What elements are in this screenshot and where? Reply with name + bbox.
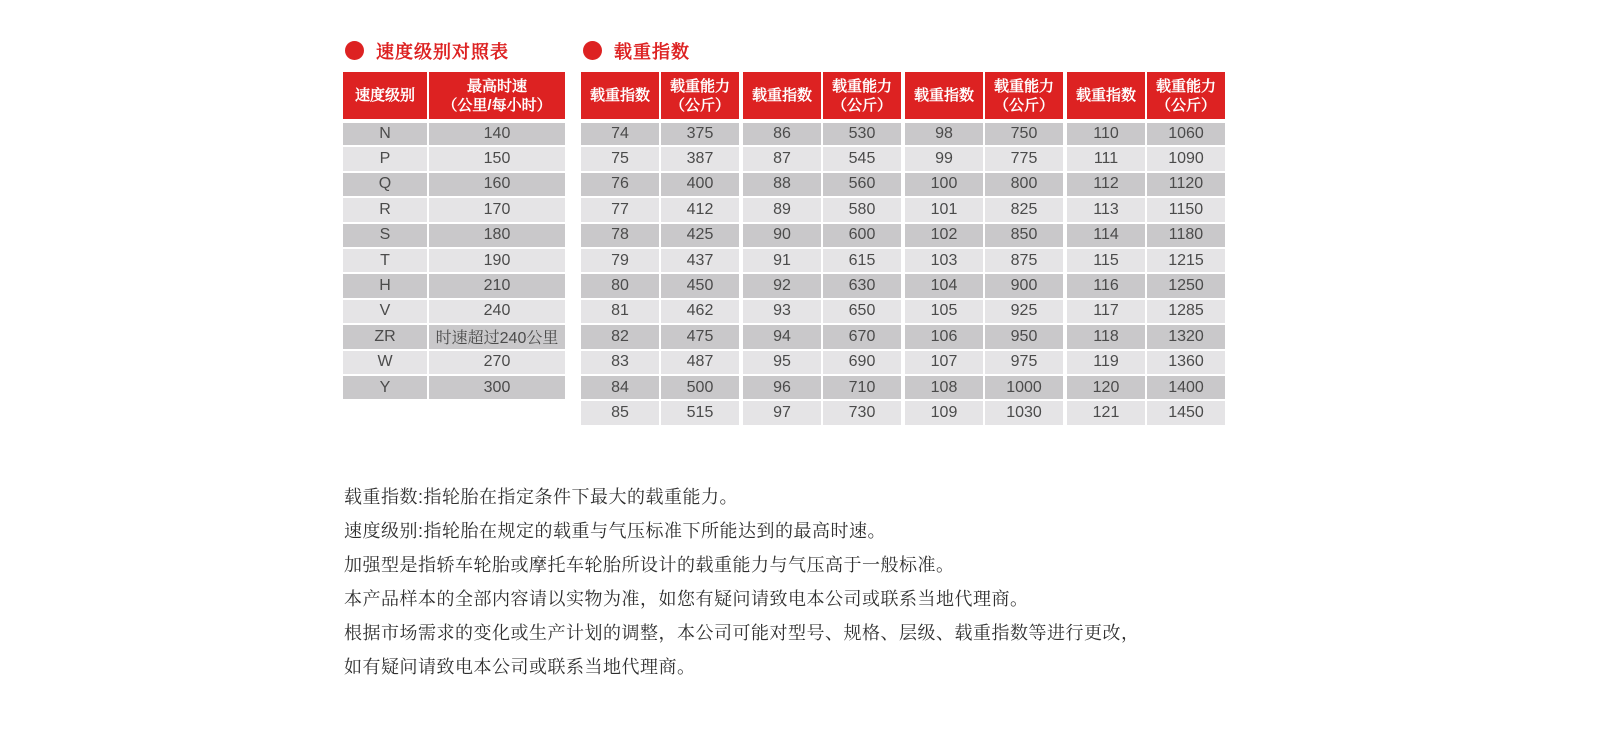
load-capacity-cell: 530 — [822, 121, 901, 146]
load-capacity-cell: 500 — [660, 375, 739, 400]
load-capacity-cell: 1000 — [984, 375, 1063, 400]
load-index-table — [905, 72, 1063, 427]
max-speed-cell: 150 — [428, 146, 565, 171]
load-index-cell: 95 — [743, 350, 822, 375]
load-capacity-cell: 412 — [660, 197, 739, 222]
load-index-cell: 89 — [743, 197, 822, 222]
speed-rating-cell: P — [343, 146, 428, 171]
load-table-header-row — [905, 72, 1063, 121]
load-capacity-cell: 1400 — [1146, 375, 1225, 400]
load-table-row — [905, 197, 1063, 222]
load-table-section — [581, 40, 1225, 427]
load-table-row — [743, 400, 901, 425]
load-index-cell: 80 — [581, 273, 660, 298]
load-capacity-cell: 375 — [660, 121, 739, 146]
speed-rating-cell: ZR — [343, 324, 428, 349]
load-capacity-header-line1: 载重能力 — [1155, 77, 1216, 95]
speed-table-row — [343, 248, 565, 273]
load-table-header-row — [743, 72, 901, 121]
speed-table-row — [343, 172, 565, 197]
load-capacity-cell: 1320 — [1146, 324, 1225, 349]
load-capacity-cell: 615 — [822, 248, 901, 273]
note-line: 加强型是指轿车轮胎或摩托车轮胎所设计的载重能力与气压高于一般标准。 — [344, 555, 955, 575]
load-table-row — [1067, 248, 1225, 273]
load-capacity-cell: 400 — [660, 172, 739, 197]
load-table-row — [1067, 375, 1225, 400]
load-table-row — [581, 273, 739, 298]
load-capacity-cell: 1250 — [1146, 273, 1225, 298]
load-index-cell: 76 — [581, 172, 660, 197]
load-capacity-cell: 1030 — [984, 400, 1063, 425]
load-capacity-cell: 925 — [984, 299, 1063, 324]
load-index-cell: 100 — [905, 172, 984, 197]
load-capacity-cell: 1450 — [1146, 400, 1225, 425]
load-index-cell: 112 — [1067, 172, 1146, 197]
load-index-cell: 91 — [743, 248, 822, 273]
load-index-cell: 120 — [1067, 375, 1146, 400]
load-table-header-row — [1067, 72, 1225, 121]
load-index-column-header: 载重指数 — [581, 72, 660, 121]
load-capacity-cell: 1150 — [1146, 197, 1225, 222]
load-capacity-header-line1: 载重能力 — [669, 77, 730, 95]
speed-rating-cell: Q — [343, 172, 428, 197]
load-index-table — [1067, 72, 1225, 427]
load-capacity-header-line2: （公斤） — [669, 96, 730, 114]
load-table-row — [905, 299, 1063, 324]
load-index-cell: 82 — [581, 324, 660, 349]
speed-table-row — [343, 121, 565, 146]
speed-rating-cell: H — [343, 273, 428, 298]
load-capacity-cell: 690 — [822, 350, 901, 375]
load-capacity-column-header — [1146, 72, 1225, 121]
max-speed-cell: 240 — [428, 299, 565, 324]
load-table-row — [581, 350, 739, 375]
load-table-row — [743, 197, 901, 222]
load-capacity-cell: 1215 — [1146, 248, 1225, 273]
load-table-row — [581, 400, 739, 425]
load-capacity-cell: 1090 — [1146, 146, 1225, 171]
load-capacity-cell: 950 — [984, 324, 1063, 349]
load-capacity-header-line2: （公斤） — [831, 96, 892, 114]
note-line: 载重指数:指轮胎在指定条件下最大的载重能力。 — [344, 487, 738, 507]
load-capacity-column-header — [984, 72, 1063, 121]
bullet-dot-icon — [583, 41, 602, 60]
speed-rating-cell: V — [343, 299, 428, 324]
load-table-row — [905, 375, 1063, 400]
load-index-cell: 96 — [743, 375, 822, 400]
load-index-cell: 98 — [905, 121, 984, 146]
load-table-row — [743, 350, 901, 375]
load-table-body — [905, 121, 1063, 426]
load-capacity-cell: 1180 — [1146, 223, 1225, 248]
load-table-row — [581, 121, 739, 146]
speed-table-heading — [345, 40, 565, 61]
load-table-row — [581, 197, 739, 222]
load-index-cell: 107 — [905, 350, 984, 375]
load-capacity-header-line2: （公斤） — [993, 96, 1054, 114]
speed-table-row — [343, 324, 565, 349]
load-capacity-cell: 1285 — [1146, 299, 1225, 324]
load-index-cell: 99 — [905, 146, 984, 171]
max-speed-cell: 180 — [428, 223, 565, 248]
load-index-cell: 119 — [1067, 350, 1146, 375]
speed-rating-cell: W — [343, 350, 428, 375]
load-capacity-cell: 560 — [822, 172, 901, 197]
tables-row — [343, 40, 1225, 427]
note-line: 速度级别:指轮胎在规定的载重与气压标准下所能达到的最高时速。 — [344, 521, 886, 541]
load-table-row — [581, 248, 739, 273]
load-index-cell: 81 — [581, 299, 660, 324]
speed-rating-cell: R — [343, 197, 428, 222]
load-table-row — [1067, 197, 1225, 222]
load-capacity-cell: 650 — [822, 299, 901, 324]
load-capacity-cell: 875 — [984, 248, 1063, 273]
load-capacity-cell: 425 — [660, 223, 739, 248]
load-table-row — [743, 121, 901, 146]
load-table-row — [905, 146, 1063, 171]
load-table-row — [581, 324, 739, 349]
note-line: 根据市场需求的变化或生产计划的调整，本公司可能对型号、规格、层级、载重指数等进行更改， — [344, 623, 1140, 643]
note-line: 本产品样本的全部内容请以实物为准，如您有疑问请致电本公司或联系当地代理商。 — [344, 589, 1029, 609]
speed-table-section — [343, 40, 565, 401]
load-index-cell: 105 — [905, 299, 984, 324]
speed-table-row — [343, 223, 565, 248]
load-table-row — [743, 172, 901, 197]
load-table-row — [905, 273, 1063, 298]
load-table-row — [581, 223, 739, 248]
load-capacity-cell: 825 — [984, 197, 1063, 222]
load-capacity-header-line1: 载重能力 — [993, 77, 1054, 95]
load-index-cell: 84 — [581, 375, 660, 400]
load-capacity-cell: 462 — [660, 299, 739, 324]
load-table-header-row — [581, 72, 739, 121]
load-capacity-cell: 580 — [822, 197, 901, 222]
load-table-heading — [583, 40, 1225, 61]
load-table-row — [1067, 324, 1225, 349]
load-table-header — [581, 72, 739, 121]
speed-rating-cell: Y — [343, 375, 428, 400]
max-speed-cell: 170 — [428, 197, 565, 222]
load-table-row — [1067, 146, 1225, 171]
speed-table-row — [343, 299, 565, 324]
load-index-cell: 106 — [905, 324, 984, 349]
load-index-cell: 108 — [905, 375, 984, 400]
load-capacity-cell: 1360 — [1146, 350, 1225, 375]
load-index-cell: 78 — [581, 223, 660, 248]
speed-table-body — [343, 121, 565, 400]
load-table-row — [905, 248, 1063, 273]
load-table-header — [1067, 72, 1225, 121]
load-index-table — [581, 72, 739, 427]
load-capacity-header-line1: 载重能力 — [831, 77, 892, 95]
load-capacity-cell: 545 — [822, 146, 901, 171]
load-table-row — [743, 324, 901, 349]
speed-table-row — [343, 350, 565, 375]
load-index-cell: 111 — [1067, 146, 1146, 171]
load-table-row — [1067, 400, 1225, 425]
load-index-cell: 83 — [581, 350, 660, 375]
note-line: 如有疑问请致电本公司或联系当地代理商。 — [344, 657, 696, 677]
bullet-dot-icon — [345, 41, 364, 60]
speed-table-row — [343, 273, 565, 298]
load-index-groups — [581, 72, 1225, 427]
load-index-cell: 77 — [581, 197, 660, 222]
load-index-cell: 116 — [1067, 273, 1146, 298]
speed-table-header — [343, 72, 565, 121]
load-index-cell: 97 — [743, 400, 822, 425]
load-table-body — [581, 121, 739, 426]
load-capacity-cell: 800 — [984, 172, 1063, 197]
load-index-cell: 115 — [1067, 248, 1146, 273]
max-speed-cell: 160 — [428, 172, 565, 197]
max-speed-column-header — [428, 72, 565, 121]
load-capacity-column-header — [822, 72, 901, 121]
load-table-row — [905, 223, 1063, 248]
load-table-row — [1067, 350, 1225, 375]
load-capacity-cell: 750 — [984, 121, 1063, 146]
load-index-column-header: 载重指数 — [743, 72, 822, 121]
load-capacity-cell: 730 — [822, 400, 901, 425]
load-index-cell: 79 — [581, 248, 660, 273]
load-capacity-cell: 900 — [984, 273, 1063, 298]
load-index-cell: 101 — [905, 197, 984, 222]
load-table-row — [1067, 273, 1225, 298]
load-table-header — [905, 72, 1063, 121]
load-capacity-cell: 387 — [660, 146, 739, 171]
load-capacity-cell: 710 — [822, 375, 901, 400]
load-index-cell: 87 — [743, 146, 822, 171]
load-index-cell: 117 — [1067, 299, 1146, 324]
load-index-cell: 86 — [743, 121, 822, 146]
load-table-body — [1067, 121, 1225, 426]
load-table-title: 载重指数 — [614, 41, 690, 62]
speed-table — [343, 72, 565, 401]
speed-table-row — [343, 197, 565, 222]
load-index-cell: 114 — [1067, 223, 1146, 248]
load-index-cell: 94 — [743, 324, 822, 349]
load-capacity-cell: 437 — [660, 248, 739, 273]
load-index-cell: 93 — [743, 299, 822, 324]
load-table-row — [743, 273, 901, 298]
load-capacity-cell: 487 — [660, 350, 739, 375]
load-table-row — [581, 299, 739, 324]
load-index-cell: 90 — [743, 223, 822, 248]
load-index-column-header: 载重指数 — [905, 72, 984, 121]
speed-rating-column-header: 速度级别 — [343, 72, 428, 121]
load-index-cell: 103 — [905, 248, 984, 273]
load-capacity-cell: 975 — [984, 350, 1063, 375]
max-speed-header-line2: （公里/每小时） — [442, 96, 552, 114]
load-index-cell: 85 — [581, 400, 660, 425]
max-speed-cell: 210 — [428, 273, 565, 298]
load-table-row — [905, 121, 1063, 146]
load-table-row — [743, 223, 901, 248]
load-index-cell: 110 — [1067, 121, 1146, 146]
load-table-row — [1067, 223, 1225, 248]
load-table-row — [581, 375, 739, 400]
load-capacity-cell: 450 — [660, 273, 739, 298]
load-table-row — [1067, 121, 1225, 146]
load-index-cell: 118 — [1067, 324, 1146, 349]
load-index-cell: 88 — [743, 172, 822, 197]
load-capacity-cell: 600 — [822, 223, 901, 248]
max-speed-cell: 300 — [428, 375, 565, 400]
notes-block — [344, 480, 1140, 684]
load-table-row — [743, 146, 901, 171]
max-speed-cell: 270 — [428, 350, 565, 375]
speed-rating-cell: N — [343, 121, 428, 146]
load-index-cell: 75 — [581, 146, 660, 171]
load-table-row — [581, 172, 739, 197]
load-index-cell: 113 — [1067, 197, 1146, 222]
load-index-column-header: 载重指数 — [1067, 72, 1146, 121]
speed-table-row — [343, 146, 565, 171]
load-index-cell: 104 — [905, 273, 984, 298]
speed-table-title: 速度级别对照表 — [376, 41, 509, 62]
load-capacity-cell: 515 — [660, 400, 739, 425]
load-capacity-cell: 475 — [660, 324, 739, 349]
load-index-cell: 92 — [743, 273, 822, 298]
load-capacity-header-line2: （公斤） — [1155, 96, 1216, 114]
load-index-table — [743, 72, 901, 427]
load-capacity-cell: 1120 — [1146, 172, 1225, 197]
load-table-header — [743, 72, 901, 121]
load-table-row — [905, 350, 1063, 375]
load-capacity-column-header — [660, 72, 739, 121]
load-table-row — [1067, 299, 1225, 324]
max-speed-cell: 140 — [428, 121, 565, 146]
load-table-row — [905, 400, 1063, 425]
load-index-cell: 74 — [581, 121, 660, 146]
load-table-row — [1067, 172, 1225, 197]
load-table-row — [743, 248, 901, 273]
speed-rating-cell: S — [343, 223, 428, 248]
load-index-cell: 102 — [905, 223, 984, 248]
load-table-row — [905, 324, 1063, 349]
load-table-row — [581, 146, 739, 171]
max-speed-cell: 190 — [428, 248, 565, 273]
load-table-row — [905, 172, 1063, 197]
load-table-row — [743, 375, 901, 400]
max-speed-header-line1: 最高时速 — [466, 77, 527, 95]
load-table-row — [743, 299, 901, 324]
max-speed-cell: 时速超过240公里 — [428, 324, 565, 349]
load-index-cell: 109 — [905, 400, 984, 425]
load-capacity-cell: 1060 — [1146, 121, 1225, 146]
load-capacity-cell: 850 — [984, 223, 1063, 248]
load-capacity-cell: 775 — [984, 146, 1063, 171]
load-table-body — [743, 121, 901, 426]
load-capacity-cell: 670 — [822, 324, 901, 349]
speed-table-row — [343, 375, 565, 400]
speed-rating-cell: T — [343, 248, 428, 273]
load-capacity-cell: 630 — [822, 273, 901, 298]
load-index-cell: 121 — [1067, 400, 1146, 425]
